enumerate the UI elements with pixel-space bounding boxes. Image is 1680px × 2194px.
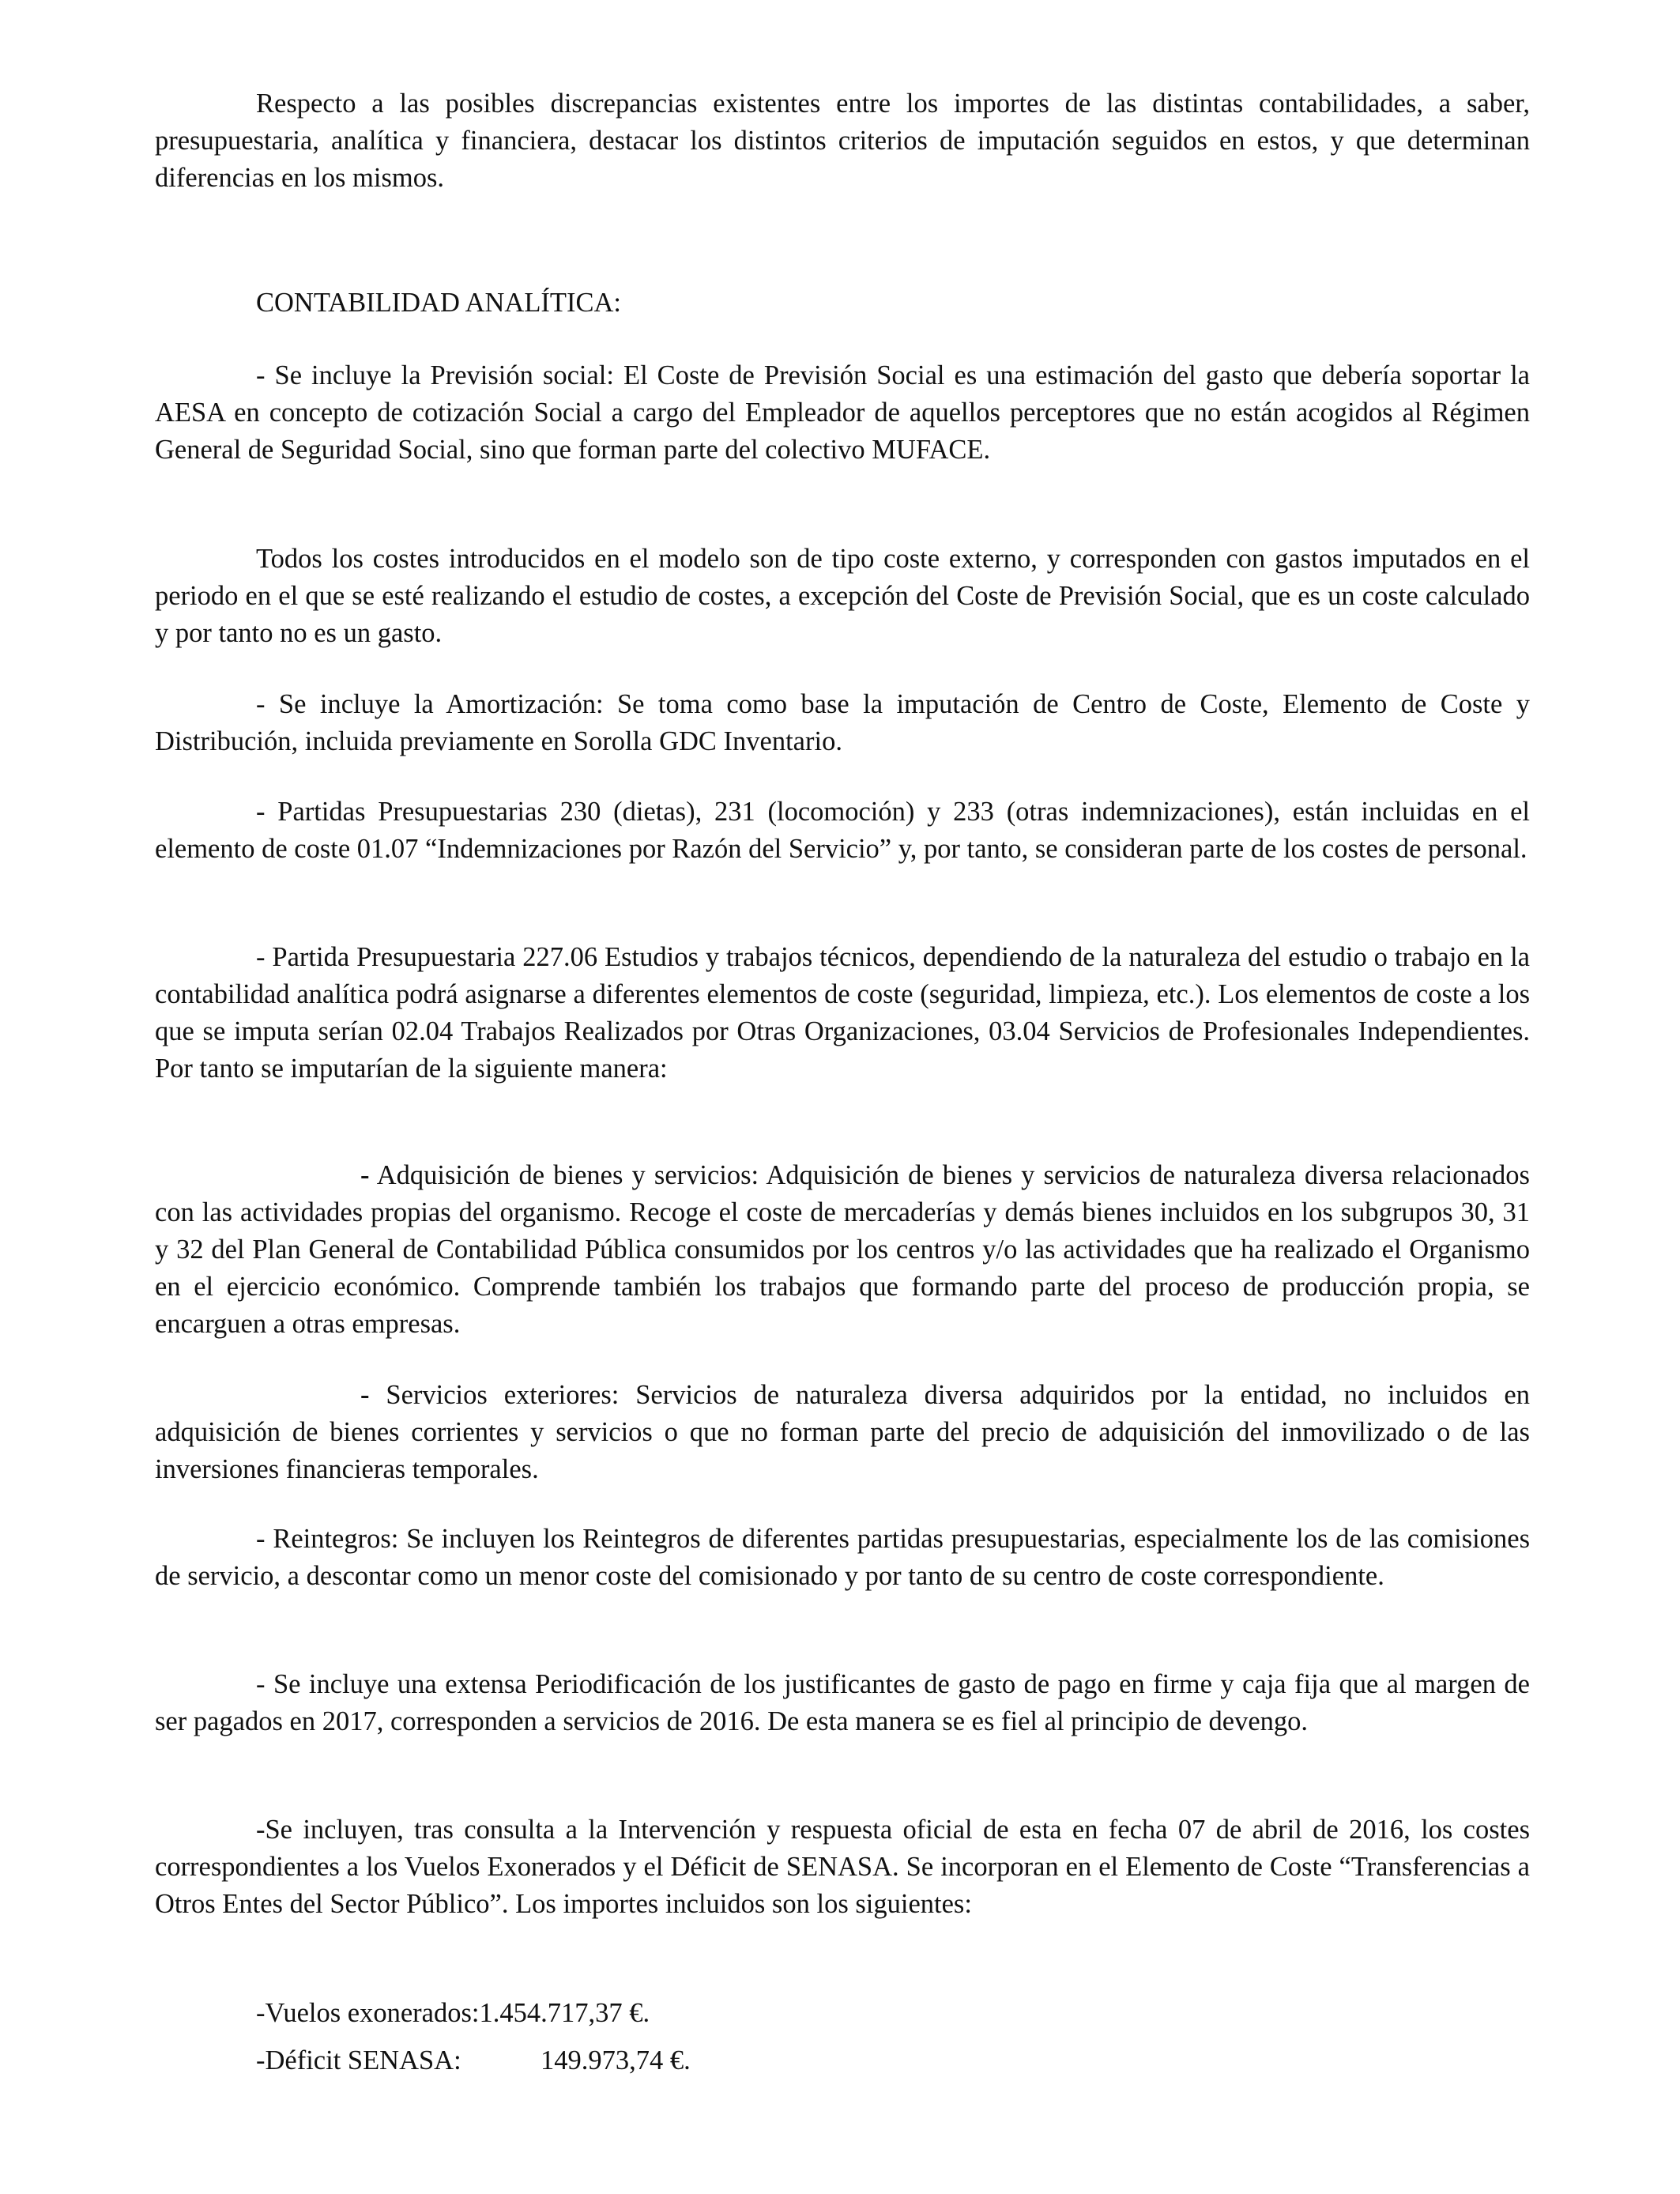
servicios-dash: - [360,1380,370,1410]
vuelos-senasa-paragraph: -Se incluyen, tras consulta a la Intervención y respuesta oficial de esta en fecha 07 de abril de 2016, los costes correspondientes a los Vuelos Exonerados y el Déficit de SENASA. Se incorporan en el Elemento de Coste “Transferencias a Otros Entes del Sector Público”. Los importes incluidos son los siguientes: [155,1815,1530,1919]
section-heading: CONTABILIDAD ANALÍTICA: [256,288,621,318]
adquisicion-text: Adquisición de bienes y servicios: Adquisición de bienes y servicios de naturaleza diversa relacionados con las actividades propias del organismo. Recoge el coste de mercaderías y demás bienes incluidos en los subgrupos 30, 31 y 32 del Plan General de Contabilidad Pública consumidos por los centros y/o las actividades que ha realizado el Organismo en el ejercicio económico. Comprende también los trabajos que formando parte del proceso de producción propia, se encarguen a otras empresas. [155,1160,1530,1339]
vuelos-exonerados-row [256,1995,650,2032]
partida-227-paragraph: - Partida Presupuestaria 227.06 Estudios y trabajos técnicos, dependiendo de la naturaleza del estudio o trabajo en la contabilidad analítica podrá asignarse a diferentes elementos de coste (seguridad, limpieza, etc.). Los elementos de coste a los que se imputa serían 02.04 Trabajos Realizados por Otras Organizaciones, 03.04 Servicios de Profesionales Independientes. Por tanto se imputarían de la siguiente manera: [155,942,1530,1084]
amount-value: 149.973,74 €. [541,2045,691,2075]
reintegros-paragraph: - Reintegros: Se incluyen los Reintegros de diferentes partidas presupuestarias, especialmente los de las comisiones de servicio, a descontar como un menor coste del comisionado y por tanto de su centro de coste correspondiente. [155,1524,1530,1591]
adquisicion-dash: - [360,1160,370,1190]
costes-externos-paragraph: Todos los costes introducidos en el modelo son de tipo coste externo, y corresponden con gastos imputados en el periodo en el que se esté realizando el estudio de costes, a excepción del Coste de Previsión Social, que es un coste calculado y por tanto no es un gasto. [155,544,1530,648]
adquisicion-paragraph [155,1157,1530,1343]
periodificacion-paragraph: - Se incluye una extensa Periodificación de los justificantes de gasto de pago en firme y caja fija que al margen de ser pagados en 2017, corresponden a servicios de 2016. De esta manera se es fiel al principio de devengo. [155,1669,1530,1736]
partidas-230-paragraph: - Partidas Presupuestarias 230 (dietas), 231 (locomoción) y 233 (otras indemnizaciones), están incluidas en el elemento de coste 01.07 “Indemnizaciones por Razón del Servicio” y, por tanto, se consideran parte de los costes de personal. [155,797,1530,864]
servicios-exteriores-text: Servicios exteriores: Servicios de naturaleza diversa adquiridos por la entidad, no incluidos en adquisición de bienes corrientes y servicios o que no forman parte del precio de adquisición del inmovilizado o de las inversiones financieras temporales. [155,1380,1530,1484]
amount-value: 1.454.717,37 €. [479,1998,650,2028]
prevision-social-paragraph: - Se incluye la Previsión social: El Coste de Previsión Social es una estimación del gasto que debería soportar la AESA en concepto de cotización Social a cargo del Empleador de aquellos perceptores que no están acogidos al Régimen General de Seguridad Social, sino que forman parte del colectivo MUFACE. [155,360,1530,465]
intro-paragraph: Respecto a las posibles discrepancias existentes entre los importes de las distintas contabilidades, a saber, presupuestaria, analítica y financiera, destacar los distintos criterios de imputación seguidos en estos, y que determinan diferencias en los mismos. [155,89,1530,193]
amortizacion-paragraph: - Se incluye la Amortización: Se toma como base la imputación de Centro de Coste, Elemento de Coste y Distribución, incluida previamente en Sorolla GDC Inventario. [155,689,1530,756]
amount-label: -Vuelos exonerados: [256,1998,480,2028]
deficit-senasa-row [256,2042,691,2079]
servicios-exteriores-paragraph [155,1377,1530,1488]
amount-label: -Déficit SENASA: [256,2045,461,2075]
